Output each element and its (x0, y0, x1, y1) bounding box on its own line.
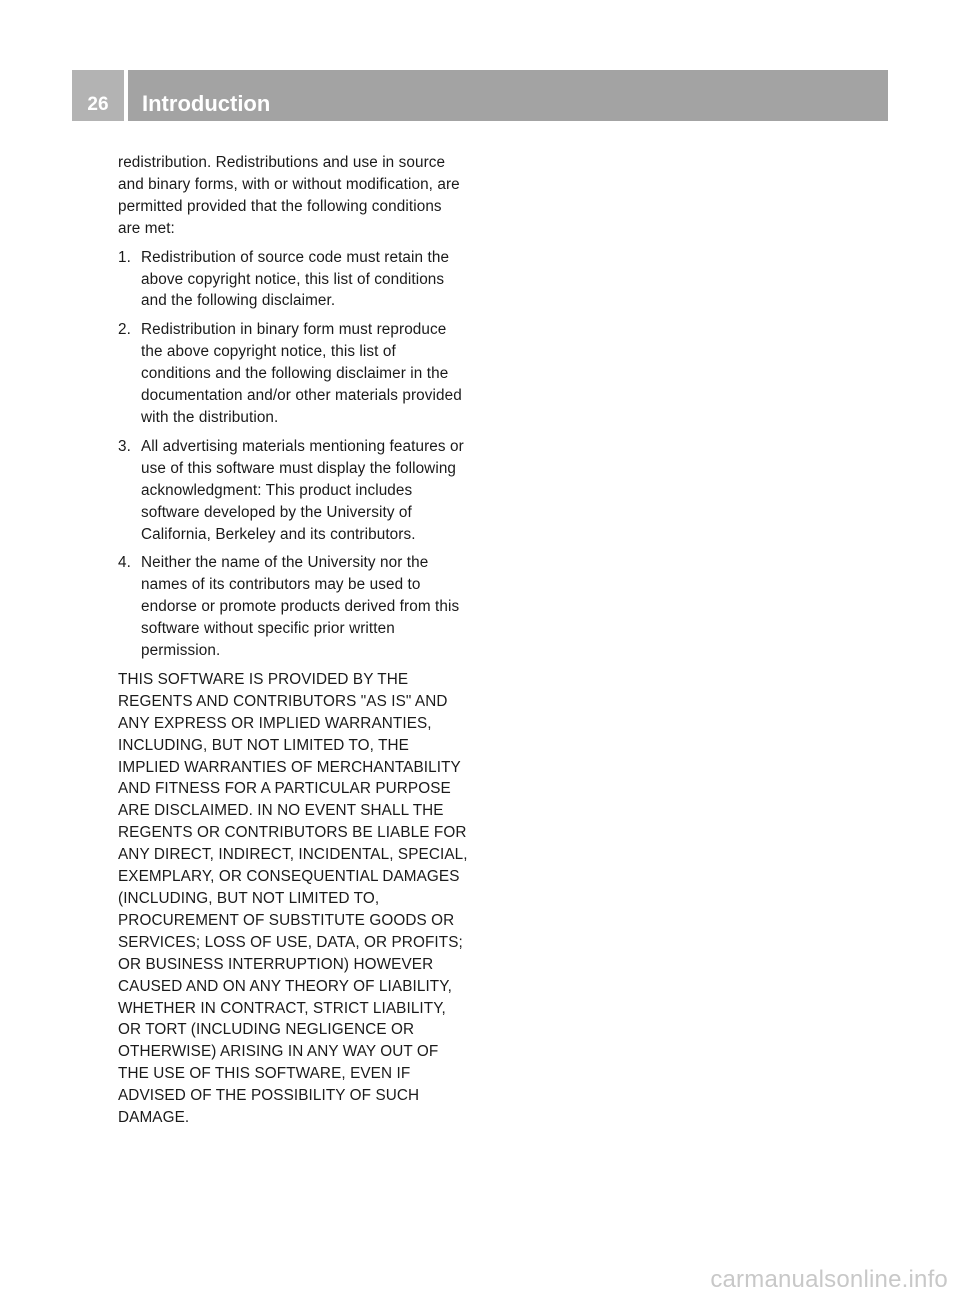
condition-number: 3. (118, 437, 131, 455)
license-text (118, 152, 468, 1136)
condition-item-3 (118, 436, 468, 546)
section-title: Introduction (128, 70, 888, 121)
condition-item-1 (118, 247, 468, 313)
license-intro: redistribution. Redistributions and use in source and binary forms, with or without modification, are permitted provided that the following conditions are met: (118, 154, 460, 237)
condition-item-2 (118, 319, 468, 429)
condition-text: Neither the name of the University nor the names of its contributors may be used to endorse or promote products derived from this software without specific prior written permission. (141, 554, 460, 660)
condition-number: 1. (118, 248, 131, 266)
condition-text: Redistribution in binary form must reproduce the above copyright notice, this list of conditions and the following disclaimer in the documentation and/or other materials provided with the distribution. (141, 321, 462, 426)
page-header (72, 70, 888, 121)
watermark: carmanualsonline.info (710, 1266, 948, 1293)
condition-number: 2. (118, 321, 131, 339)
conditions-list (118, 247, 468, 662)
page-number: 26 (72, 70, 124, 121)
condition-number: 4. (118, 554, 131, 572)
condition-item-4 (118, 552, 468, 662)
condition-text: All advertising materials mentioning features or use of this software must display the following acknowledgment: This product includes software developed by the University of California, Berkeley and its contributors. (141, 437, 464, 543)
condition-text: Redistribution of source code must retain the above copyright notice, this list of conditions and the following disclaimer. (141, 248, 450, 310)
warranty-disclaimer: THIS SOFTWARE IS PROVIDED BY THE REGENTS AND CONTRIBUTORS "AS IS" AND ANY EXPRESS OR IMPLIED WARRANTIES, INCLUDING, BUT NOT LIMITED TO, THE IMPLIED WARRANTIES OF MERCHANTABILITY AND FITNESS FOR A PARTICULAR PURPOSE ARE DISCLAIMED. IN NO EVENT SHALL THE REGENTS OR CONTRIBUTORS BE LIABLE FOR ANY DIRECT, INDIRECT, INCIDENTAL, SPECIAL, EXEMPLARY, OR CONSEQUENTIAL DAMAGES (INCLUDING, BUT NOT LIMITED TO, PROCUREMENT OF SUBSTITUTE GOODS OR SERVICES; LOSS OF USE, DATA, OR PROFITS; OR BUSINESS INTERRUPTION) HOWEVER CAUSED AND ON ANY THEORY OF LIABILITY, WHETHER IN CONTRACT, STRICT LIABILITY, OR TORT (INCLUDING NEGLIGENCE OR OTHERWISE) ARISING IN ANY WAY OUT OF THE USE OF THIS SOFTWARE, EVEN IF ADVISED OF THE POSSIBILITY OF SUCH DAMAGE. (118, 670, 468, 1127)
